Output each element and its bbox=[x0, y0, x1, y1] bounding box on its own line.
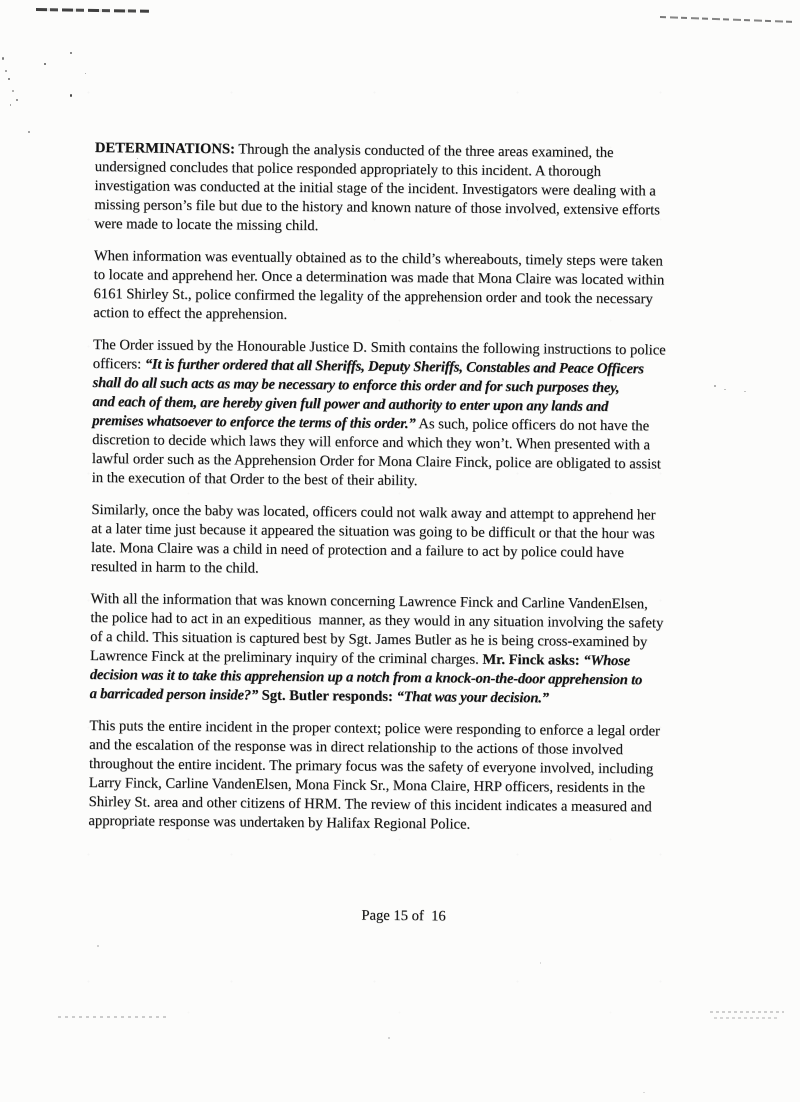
text-run: late. Mona Claire was a child in need of protection and a failure to act by police could have bbox=[90, 539, 625, 562]
text-run: and each of them, are hereby given full power and authority to enter upon any lands and bbox=[92, 393, 609, 415]
scan-speck bbox=[744, 391, 746, 392]
scan-speck bbox=[12, 90, 14, 92]
scan-speck bbox=[70, 94, 72, 97]
scan-speck bbox=[85, 73, 86, 74]
text-run: resulted in harm to the child. bbox=[90, 558, 259, 577]
document-body bbox=[87, 139, 726, 928]
scan-artifact-top-left-line bbox=[36, 8, 149, 13]
text-run: Through the analysis conducted of the three areas examined, the bbox=[234, 141, 614, 161]
text-run: Larry Finck, Carline VandenElsen, Mona Finck Sr., Mona Claire, HRP officers, residents in the bbox=[88, 774, 646, 797]
text-run: officers: bbox=[92, 355, 145, 373]
scan-bleedthrough-left bbox=[58, 1016, 170, 1018]
scan-speck bbox=[44, 63, 46, 65]
scan-speck bbox=[10, 104, 11, 106]
text-run: “It is further ordered that all Sheriffs, Deputy Sheriffs, Constables and Peace Officers bbox=[144, 356, 644, 378]
text-run: With all the information that was known concerning Lawrence Finck and Carline VandenElsen, bbox=[90, 590, 648, 613]
scan-speck bbox=[28, 131, 30, 133]
text-run: Mr. Finck asks: bbox=[482, 651, 584, 669]
scan-speck bbox=[2, 57, 4, 60]
scan-speck bbox=[388, 1037, 390, 1039]
text-run: When information was eventually obtained as to the child’s whereabouts, timely steps were taken bbox=[93, 247, 663, 270]
paragraph bbox=[88, 717, 721, 837]
paragraph bbox=[91, 501, 724, 583]
text-run: discretion to decide which laws they will enforce and which they won’t. When presented with a bbox=[92, 431, 651, 454]
scan-speck bbox=[97, 945, 99, 947]
scan-speck bbox=[5, 70, 7, 72]
scan-bleedthrough-right bbox=[710, 1011, 784, 1013]
paragraph bbox=[93, 247, 726, 329]
scan-speck bbox=[643, 1092, 645, 1093]
text-run: investigation was conducted at the initial stage of the incident. Investigators were dealing with a bbox=[94, 177, 656, 200]
text-run: of a child. This situation is captured best by Sgt. James Butler as he is being cross-examined by bbox=[90, 628, 648, 651]
text-run: As such, police officers do not have the bbox=[415, 416, 650, 435]
scan-bleedthrough-right bbox=[714, 1017, 780, 1019]
text-run: premises whatsoever to enforce the terms of this order.” bbox=[92, 412, 416, 433]
paragraph bbox=[94, 139, 727, 240]
text-run: lawful order such as the Apprehension Order for Mona Claire Finck, police are obligated to assist bbox=[91, 450, 661, 473]
text-run: a barricaded person inside?” bbox=[89, 685, 259, 704]
text-run: shall do all such acts as may be necessary to enforce this order and for such purposes they, bbox=[92, 374, 620, 397]
text-run: to locate and apprehend her. Once a determination was made that Mona Claire was located within bbox=[93, 266, 665, 289]
paragraph bbox=[90, 590, 723, 710]
text-run: missing person’s file but due to the history and known nature of those involved, extensive efforts bbox=[94, 196, 660, 219]
text-run: Shirley St. area and other citizens of HRM. The review of this incident indicates a measured and bbox=[88, 793, 652, 816]
text-run: The Order issued by the Honourable Justice D. Smith contains the following instructions to police bbox=[92, 336, 666, 359]
text-run: undersigned concludes that police responded appropriately to this incident. A thorough bbox=[94, 158, 602, 180]
text-run: throughout the entire incident. The primary focus was the safety of everyone involved, including bbox=[88, 755, 654, 778]
text-run: Similarly, once the baby was located, officers could not walk away and attempt to apprehend her bbox=[91, 501, 656, 524]
document-paragraphs bbox=[88, 139, 727, 837]
paragraph bbox=[92, 336, 725, 494]
scan-speck bbox=[8, 78, 10, 80]
text-run: 6161 Shirley St., police confirmed the legality of the apprehension order and took the necessary bbox=[93, 285, 653, 308]
scan-speck bbox=[70, 52, 72, 54]
text-run: DETERMINATIONS: bbox=[94, 139, 235, 158]
text-run: appropriate response was undertaken by Halifax Regional Police. bbox=[88, 812, 471, 833]
page-footer: Page 15 of 16 bbox=[361, 907, 446, 925]
text-run: at a later time just because it appeared the situation was going to be difficult or that the hour was bbox=[91, 520, 655, 543]
scan-speck bbox=[540, 962, 541, 964]
text-run: This puts the entire incident in the proper context; police were responding to enforce a legal order bbox=[89, 717, 660, 740]
text-run: were made to locate the missing child. bbox=[94, 215, 319, 235]
text-run: “That was your decision.” bbox=[396, 688, 549, 707]
text-run: “Whose bbox=[583, 652, 630, 670]
text-run: the police had to act in an expeditious manner, as they would in any situation involving the safety bbox=[90, 609, 664, 632]
text-run: in the execution of that Order to the best of their ability. bbox=[91, 469, 418, 490]
text-run: decision was it to take this apprehension up a notch from a knock-on-the-door apprehension to bbox=[89, 666, 643, 689]
scan-speck bbox=[16, 99, 18, 101]
text-run: action to effect the apprehension. bbox=[93, 304, 288, 323]
text-run: Lawrence Finck at the preliminary inquiry of the criminal charges. bbox=[89, 647, 483, 668]
scan-artifact-top-right-line bbox=[660, 16, 793, 23]
text-run: and the escalation of the response was in direct relationship to the actions of those involved bbox=[89, 736, 623, 759]
text-run: Sgt. Butler responds: bbox=[257, 687, 397, 705]
